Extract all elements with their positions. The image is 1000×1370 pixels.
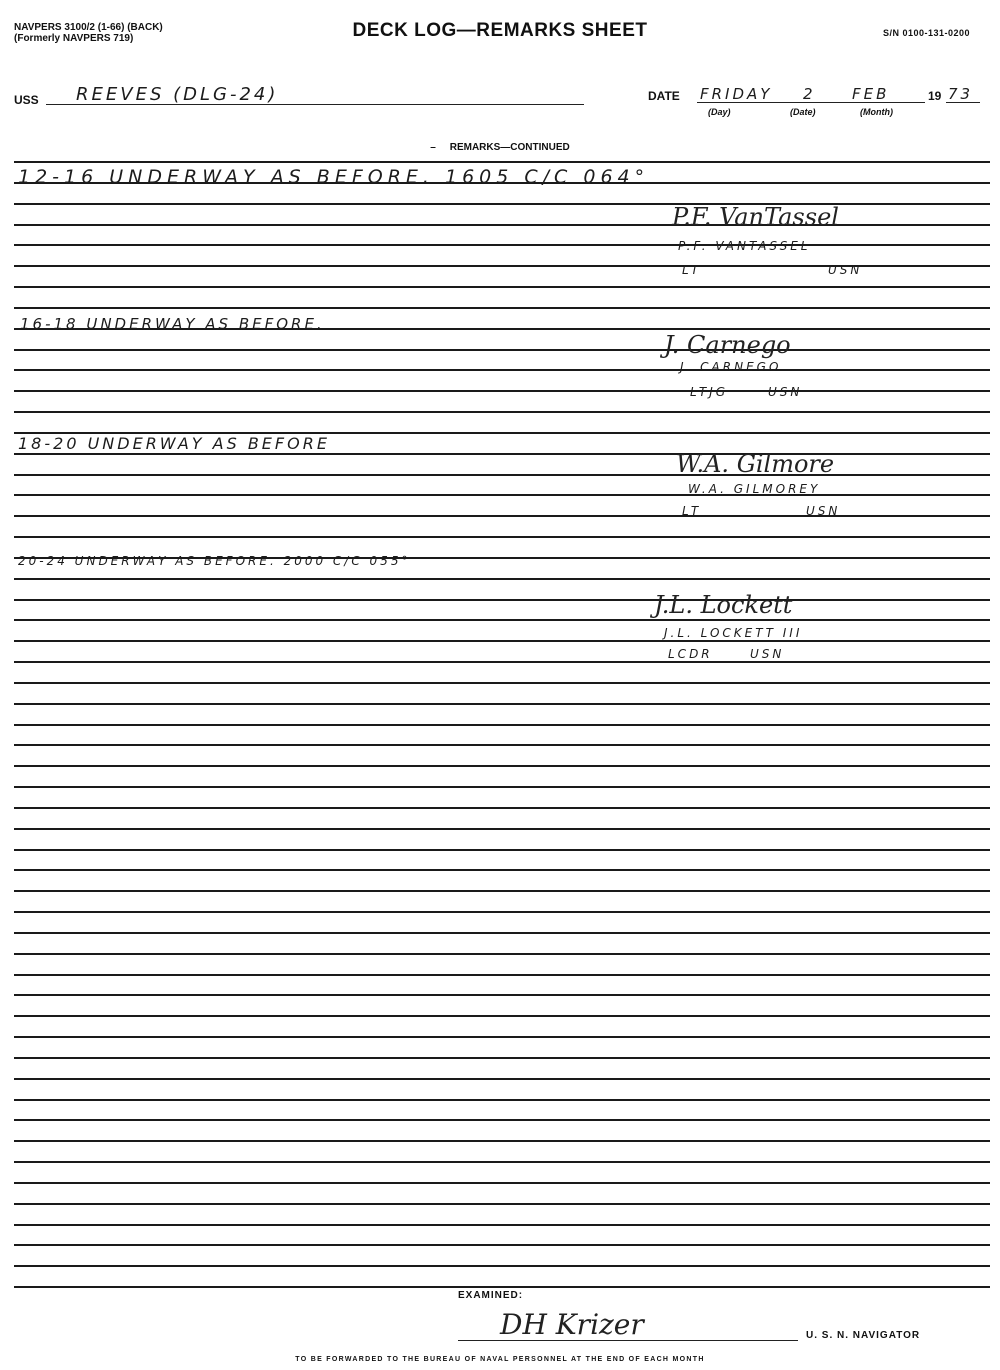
ruled-line	[14, 619, 990, 621]
entry-1-signature: P.F. VanTassel	[672, 203, 839, 231]
ruled-line	[14, 1119, 990, 1121]
ruled-line	[14, 411, 990, 413]
ruled-line	[14, 765, 990, 767]
ruled-line	[14, 1286, 990, 1288]
ruled-line	[14, 515, 990, 517]
date-month-value: FEB	[852, 85, 890, 103]
ruled-line	[14, 994, 990, 996]
date-label: DATE	[648, 89, 680, 103]
examiner-signature-line	[458, 1340, 798, 1341]
ruled-line	[14, 599, 990, 601]
serial-number: S/N 0100-131-0200	[882, 28, 970, 38]
entry-3-rank: LT	[682, 504, 702, 518]
entry-1-text: 12-16 UNDERWAY AS BEFORE. 1605 C/C 064°	[18, 166, 650, 188]
ruled-line	[14, 369, 990, 371]
month-caption: (Month)	[860, 107, 893, 117]
ruled-line	[14, 1057, 990, 1059]
ruled-line	[14, 244, 990, 246]
ruled-line	[14, 1140, 990, 1142]
ruled-line	[14, 1078, 990, 1080]
form-id-line-2: (Formerly NAVPERS 719)	[14, 33, 134, 44]
entry-2-rank: LTJG	[690, 385, 729, 399]
ruled-line	[14, 161, 990, 163]
ruled-line	[14, 786, 990, 788]
ruled-line	[14, 974, 990, 976]
entry-3-name: W.A. GILMOREY	[688, 482, 821, 496]
entry-2-text: 16-18 UNDERWAY AS BEFORE.	[20, 315, 325, 333]
navigator-label: U. S. N. NAVIGATOR	[806, 1330, 921, 1341]
ruled-line	[14, 1161, 990, 1163]
ship-name: REEVES (DLG-24)	[76, 84, 279, 105]
ruled-line	[14, 932, 990, 934]
entry-2-service: USN	[768, 385, 803, 399]
examiner-signature: DH Krizer	[500, 1308, 644, 1341]
ruled-line	[14, 1265, 990, 1267]
ruled-line	[14, 869, 990, 871]
section-dash: –	[430, 142, 450, 153]
uss-label: USS	[14, 93, 39, 107]
remarks-continued-label	[0, 142, 1000, 153]
entry-1-service: USN	[828, 263, 863, 277]
ruled-line	[14, 828, 990, 830]
ruled-line	[14, 453, 990, 455]
ruled-line	[14, 1099, 990, 1101]
ruled-line	[14, 349, 990, 351]
ruled-line	[14, 494, 990, 496]
entry-4-signature: J.L. Lockett	[654, 591, 793, 619]
year-underline	[946, 102, 980, 103]
ruled-line	[14, 578, 990, 580]
entry-4-service: USN	[750, 647, 785, 661]
date-caption: (Date)	[790, 107, 816, 117]
ruled-line	[14, 1244, 990, 1246]
ruled-line	[14, 744, 990, 746]
ruled-line	[14, 286, 990, 288]
entry-4-name: J.L. LOCKETT III	[664, 626, 803, 640]
ruled-line	[14, 911, 990, 913]
entry-3-service: USN	[806, 504, 841, 518]
examined-label: EXAMINED:	[458, 1290, 524, 1301]
forwarding-note: TO BE FORWARDED TO THE BUREAU OF NAVAL PERSONNEL AT THE END OF EACH MONTH	[295, 1356, 705, 1363]
entry-2-name: J. CARNEGO	[680, 360, 782, 374]
section-label-text: REMARKS—CONTINUED	[449, 142, 570, 153]
entry-1-name: P.F. VANTASSEL	[678, 239, 811, 253]
ruled-line	[14, 1182, 990, 1184]
ruled-line	[14, 640, 990, 642]
ruled-line	[14, 703, 990, 705]
form-id-line-1: NAVPERS 3100/2 (1-66) (BACK)	[14, 22, 163, 33]
year-suffix: 73	[948, 85, 974, 103]
entry-1-rank: LT	[682, 263, 702, 277]
entry-3-text: 18-20 UNDERWAY AS BEFORE	[18, 434, 330, 453]
ruled-line	[14, 1224, 990, 1226]
year-prefix: 19	[928, 89, 942, 103]
ruled-line	[14, 224, 990, 226]
ruled-line	[14, 724, 990, 726]
entry-3-signature: W.A. Gilmore	[676, 450, 835, 478]
ruled-line	[14, 474, 990, 476]
ruled-line	[14, 953, 990, 955]
ruled-line	[14, 307, 990, 309]
day-caption: (Day)	[708, 107, 731, 117]
ruled-line	[14, 203, 990, 205]
entry-2-signature: J. Carnego	[664, 331, 791, 359]
ruled-line	[14, 1015, 990, 1017]
ruled-line	[14, 1036, 990, 1038]
date-day-value: FRIDAY	[700, 85, 773, 103]
entry-4-rank: LCDR	[668, 647, 713, 661]
ruled-line	[14, 661, 990, 663]
ruled-line	[14, 807, 990, 809]
ruled-line	[14, 849, 990, 851]
date-date-value: 2	[803, 85, 816, 103]
page-title: DECK LOG—REMARKS SHEET	[352, 20, 648, 41]
ruled-line	[14, 890, 990, 892]
entry-4-text: 20-24 UNDERWAY AS BEFORE. 2000 C/C 055°	[18, 554, 411, 568]
ruled-line	[14, 1203, 990, 1205]
ruled-line	[14, 390, 990, 392]
ruled-line	[14, 682, 990, 684]
ruled-line	[14, 536, 990, 538]
